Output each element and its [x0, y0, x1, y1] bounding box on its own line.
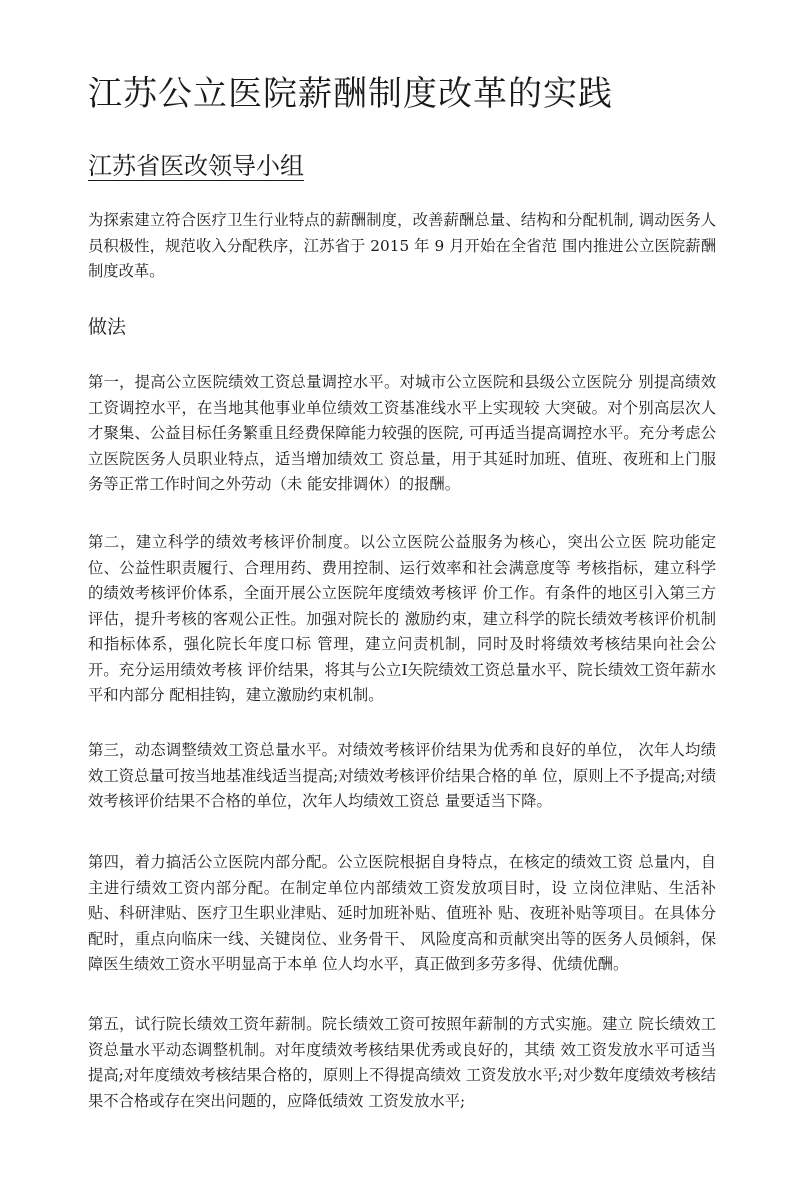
document-author: 江苏省医改领导小组	[88, 152, 304, 180]
document-title: 江苏公立医院薪酬制度改革的实践	[88, 74, 613, 114]
paragraph-3: 第三，动态调整绩效工资总量水平。对绩效考核评价结果为优秀和良好的单位， 次年人均绩效工资总量可按当地基准线适当提高;对绩效考核评价结果合格的单 位，原则上不予提高;对绩效考核评价结果不合格的单位，次年人均绩效工资总 量要适当下降。	[88, 741, 716, 810]
paragraph-1: 第一，提高公立医院绩效工资总量调控水平。对城市公立医院和县级公立医院分 别提高绩效工资调控水平，在当地其他事业单位绩效工资基准线水平上实现较 大突破。对个别高层次人才聚集、公益目标任务繁重且经费保障能力较强的医院, 可再适当提高调控水平。充分考虑公立医院医务人员职业特点，适当增加绩效工 资总量，用于其延时加班、值班、夜班和上门服务等正常工作时间之外劳动（未 能安排调休）的报酬。	[88, 373, 716, 493]
paragraph-2: 第二，建立科学的绩效考核评价制度。以公立医院公益服务为核心，突出公立医 院功能定位、公益性职责履行、合理用药、费用控制、运行效率和社会满意度等 考核指标，建立科学的绩效考核评价体系，全面开展公立医院年度绩效考核评 价工作。有条件的地区引入第三方评估，提升考核的客观公正性。加强对院长的 激励约束，建立科学的院长绩效考核评价机制和指标体系，强化院长年度口标 管理，建立问责机制，同时及时将绩效考核结果向社会公开。充分运用绩效考核 评价结果，将其与公立I矢院绩效工资总量水平、院长绩效工资年薪水平和内部分 配相挂钩，建立激励约束机制。	[88, 533, 716, 704]
paragraph-5: 第五，试行院长绩效工资年薪制。院长绩效工资可按照年薪制的方式实施。建立 院长绩效工资总量水平动态调整机制。对年度绩效考核结果优秀或良好的，其绩 效工资发放水平可适当提高;对年度绩效考核结果合格的，原则上不得提高绩效 工资发放水平;对少数年度绩效考核结果不合格或存在突出问题的，应降低绩效 工资发放水平;	[88, 1015, 716, 1110]
section-heading: 做法	[88, 316, 127, 338]
intro-paragraph: 为探索建立符合医疗卫生行业特点的薪酬制度，改善薪酬总量、结构和分配机制, 调动医务人员积极性，规范收入分配秩序，江苏省于 2015 年 9 月开始在全省范 围内推进公立医院薪酬制度改革。	[88, 211, 716, 280]
paragraph-4: 第四，着力搞活公立医院内部分配。公立医院根据自身特点，在核定的绩效工资 总量内，自主进行绩效工资内部分配。在制定单位内部绩效工资发放项目时，设 立岗位津贴、生活补贴、科研津贴、医疗卫生职业津贴、延时加班补贴、值班补 贴、夜班补贴等项目。在具体分配时，重点向临床一线、关键岗位、业务骨干、 风险度高和贡献突出等的医务人员倾斜，保障医生绩效工资水平明显高于本单 位人均水平，真正做到多劳多得、优绩优酬。	[88, 853, 716, 973]
